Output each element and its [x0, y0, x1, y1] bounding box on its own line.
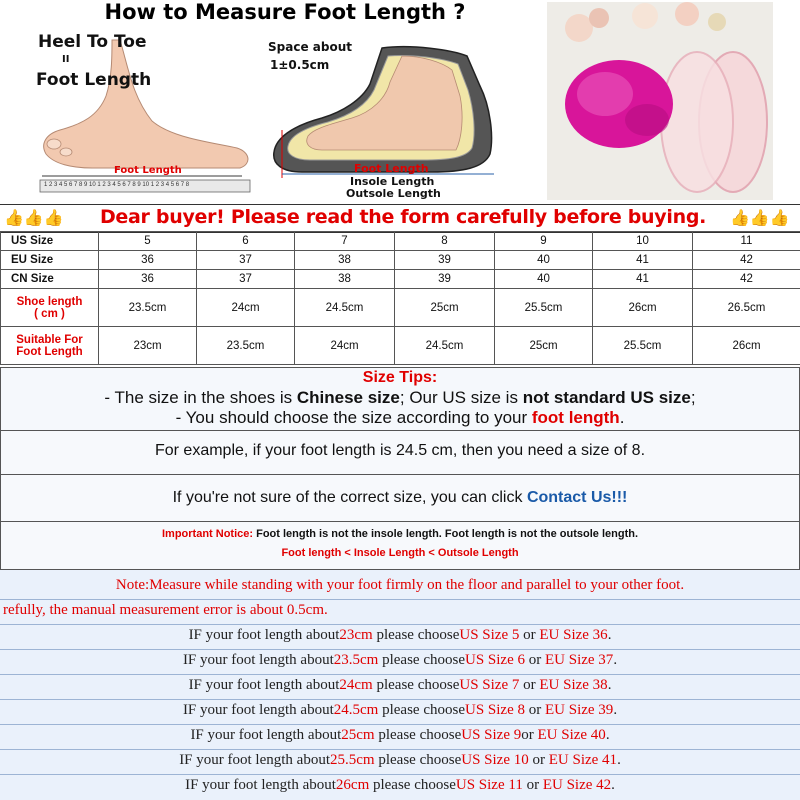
table-cell: 42: [693, 270, 800, 289]
guide-length: 26cm: [335, 777, 370, 793]
guide-text: IF your foot length about: [182, 652, 334, 668]
guide-us-size: US Size 11: [455, 777, 523, 793]
table-cell: 40: [495, 251, 593, 270]
table-row: [1, 270, 800, 289]
size-guide-line: [0, 727, 800, 744]
guide-text: or: [519, 627, 540, 643]
guide-eu-size: EU Size 42: [542, 777, 612, 793]
guide-us-size: US Size 7: [459, 677, 520, 693]
table-cell: 23cm: [99, 327, 197, 365]
size-tip-line: [1, 408, 799, 428]
tip-text: ; Our US size is: [399, 388, 523, 407]
table-cell: 25.5cm: [593, 327, 693, 365]
guide-text: .: [607, 677, 612, 693]
guide-text: please choose: [372, 677, 460, 693]
measure-note: [0, 574, 800, 600]
guide-text: or: [522, 777, 543, 793]
table-cell: 7: [295, 232, 395, 251]
table-cell: 42: [693, 251, 800, 270]
guide-eu-size: EU Size 36: [539, 627, 608, 643]
thumbs-up-icon: 👍👍👍: [730, 210, 790, 227]
guide-text: IF your foot length about: [188, 627, 340, 643]
table-cell: 25.5cm: [495, 289, 593, 327]
guide-text: or: [528, 752, 549, 768]
table-cell: 37: [197, 270, 295, 289]
contact-text: If you're not sure of the correct size, you can click: [172, 489, 527, 506]
banner-text: Dear buyer! Please read the form carefully before buying.: [99, 206, 707, 228]
size-table: [0, 231, 800, 365]
table-cell: 39: [395, 251, 495, 270]
example-box: [0, 430, 800, 475]
product-photo: [547, 2, 773, 200]
foot-diagram: [32, 26, 254, 198]
list-item: [0, 699, 800, 725]
table-cell: 25cm: [495, 327, 593, 365]
guide-eu-size: EU Size 41: [548, 752, 618, 768]
guide-text: please choose: [369, 777, 456, 793]
guide-text: IF your foot length about: [185, 777, 336, 793]
guide-us-size: US Size 8: [464, 702, 525, 718]
guide-us-size: US Size 6: [464, 652, 525, 668]
table-cell: 23.5cm: [99, 289, 197, 327]
list-item: [0, 774, 800, 799]
guide-eu-size: EU Size 37: [544, 652, 614, 668]
notice-banner: [0, 204, 800, 233]
fur-slipper-image: [547, 2, 773, 200]
guide-length: 24.5cm: [333, 702, 379, 718]
size-guide-line: [0, 652, 800, 669]
outsole-length-label: Outsole Length: [346, 187, 441, 200]
table-cell: 26.5cm: [693, 289, 800, 327]
notice-text: Foot length is not the insole length. Foot length is not the outsole length.: [253, 528, 639, 540]
guide-text: .: [605, 727, 610, 743]
tip-text: - The size in the shoes is: [104, 388, 297, 407]
size-tips: [0, 367, 800, 431]
table-cell: 39: [395, 270, 495, 289]
table-cell: 41: [593, 251, 693, 270]
row-label: CN Size: [1, 270, 99, 289]
guide-text: IF your foot length about: [188, 677, 340, 693]
guide-text: please choose: [378, 702, 465, 718]
tip-emphasis: not standard US size: [522, 388, 691, 407]
row-label: EU Size: [1, 251, 99, 270]
foot-length-label: Foot Length: [36, 70, 152, 90]
row-label: [1, 289, 99, 327]
measurement-illustration: [0, 0, 800, 204]
guide-text: please choose: [374, 752, 462, 768]
table-cell: 38: [295, 251, 395, 270]
table-cell: 26cm: [693, 327, 800, 365]
row-label-line: Suitable For: [16, 333, 83, 346]
table-cell: 37: [197, 251, 295, 270]
table-cell: 36: [99, 251, 197, 270]
row-label: [1, 327, 99, 365]
guide-length: 24cm: [339, 677, 373, 693]
table-cell: 10: [593, 232, 693, 251]
table-cell: 11: [693, 232, 800, 251]
tip-emphasis: Chinese size: [296, 388, 400, 407]
table-cell: 9: [495, 232, 593, 251]
measure-note-text: Note:Measure while standing with your foot firmly on the floor and parallel to your other foot.: [115, 577, 685, 593]
table-cell: 38: [295, 270, 395, 289]
size-guide-notes: [0, 570, 800, 800]
size-guide-line: [0, 777, 800, 794]
guide-length: 25.5cm: [330, 752, 375, 768]
size-guide-line: [0, 627, 800, 644]
error-note-text: refully, the manual measurement error is about 0.5cm.: [3, 602, 328, 618]
table-row: [1, 251, 800, 270]
guide-text: .: [613, 702, 618, 718]
contact-box: [0, 474, 800, 522]
measure-title: How to Measure Foot Length ?: [104, 0, 466, 24]
guide-eu-size: EU Size 39: [544, 702, 614, 718]
shoe-diagram: [262, 26, 512, 198]
length-order-text: Foot length < Insole Length < Outsole Length: [281, 547, 519, 559]
table-row: [1, 327, 800, 365]
guide-text: .: [613, 652, 618, 668]
table-cell: 8: [395, 232, 495, 251]
example-text: For example, if your foot length is 24.5 cm, then you need a size of 8.: [154, 442, 646, 459]
table-row: [1, 232, 800, 251]
ruler-numbers: 1 2 3 4 5 6 7 8 9 10 1 2 3 4 5 6 7 8 9 10 1 2 3 4 5 6 7 8: [44, 182, 190, 188]
guide-text: or: [524, 652, 545, 668]
row-label-line: Foot Length: [16, 345, 83, 358]
tip-emphasis: foot length: [531, 408, 620, 427]
list-item: [0, 674, 800, 700]
row-label: US Size: [1, 232, 99, 251]
size-tips-title: Size Tips:: [362, 369, 438, 386]
list-item: [0, 624, 800, 650]
guide-text: IF your foot length about: [190, 727, 342, 743]
table-cell: 25cm: [395, 289, 495, 327]
table-cell: 26cm: [593, 289, 693, 327]
size-guide-line: [0, 702, 800, 719]
guide-length: 23.5cm: [333, 652, 379, 668]
important-notice: [0, 521, 800, 570]
guide-text: IF your foot length about: [179, 752, 331, 768]
space-value-label: 1±0.5cm: [270, 58, 330, 72]
table-cell: 41: [593, 270, 693, 289]
guide-text: .: [607, 627, 612, 643]
guide-text: or: [521, 727, 538, 743]
notice-line: [1, 528, 799, 540]
row-label-line: ( cm ): [34, 307, 65, 320]
guide-text: IF your foot length about: [182, 702, 334, 718]
table-cell: 24.5cm: [395, 327, 495, 365]
list-item: [0, 749, 800, 775]
contact-line: [1, 489, 799, 507]
guide-text: please choose: [378, 652, 465, 668]
tip-text: ;: [690, 388, 696, 407]
guide-text: or: [524, 702, 545, 718]
thumbs-up-icon: 👍👍👍: [4, 210, 64, 227]
guide-text: .: [617, 752, 621, 768]
equals-mark: II: [62, 54, 70, 65]
guide-text: please choose: [374, 727, 462, 743]
table-cell: 36: [99, 270, 197, 289]
ruler-foot-length-label: Foot Length: [114, 165, 182, 176]
guide-us-size: US Size 10: [461, 752, 529, 768]
insole-length-label: Insole Length: [350, 175, 435, 188]
guide-eu-size: EU Size 38: [539, 677, 608, 693]
row-label-line: Shoe length: [16, 295, 83, 308]
table-cell: 24cm: [197, 289, 295, 327]
table-cell: 24cm: [295, 327, 395, 365]
guide-text: please choose: [372, 627, 460, 643]
tip-text: - You should choose the size according to your: [175, 408, 532, 427]
size-guide-line: [0, 752, 800, 769]
table-cell: 6: [197, 232, 295, 251]
guide-us-size: US Size 5: [459, 627, 520, 643]
table-cell: 24.5cm: [295, 289, 395, 327]
heel-to-toe-label: Heel To Toe: [38, 32, 147, 52]
guide-text: .: [611, 777, 615, 793]
size-guide-line: [0, 677, 800, 694]
tip-text: .: [619, 408, 625, 427]
table-cell: 40: [495, 270, 593, 289]
list-item: [0, 649, 800, 675]
size-tip-line: [1, 388, 799, 408]
contact-us-link[interactable]: Contact Us!!!: [526, 489, 628, 506]
guide-length: 23cm: [339, 627, 373, 643]
guide-length: 25cm: [341, 727, 375, 743]
space-about-label: Space about: [268, 40, 352, 54]
table-cell: 5: [99, 232, 197, 251]
shoe-foot-length-label: Foot Length: [354, 162, 429, 175]
table-cell: 23.5cm: [197, 327, 295, 365]
error-note: [0, 599, 800, 625]
guide-eu-size: EU Size 40: [537, 727, 606, 743]
list-item: [0, 724, 800, 750]
guide-text: or: [519, 677, 540, 693]
table-row: [1, 289, 800, 327]
notice-label: Important Notice:: [161, 528, 254, 540]
guide-us-size: US Size 9: [461, 727, 522, 743]
